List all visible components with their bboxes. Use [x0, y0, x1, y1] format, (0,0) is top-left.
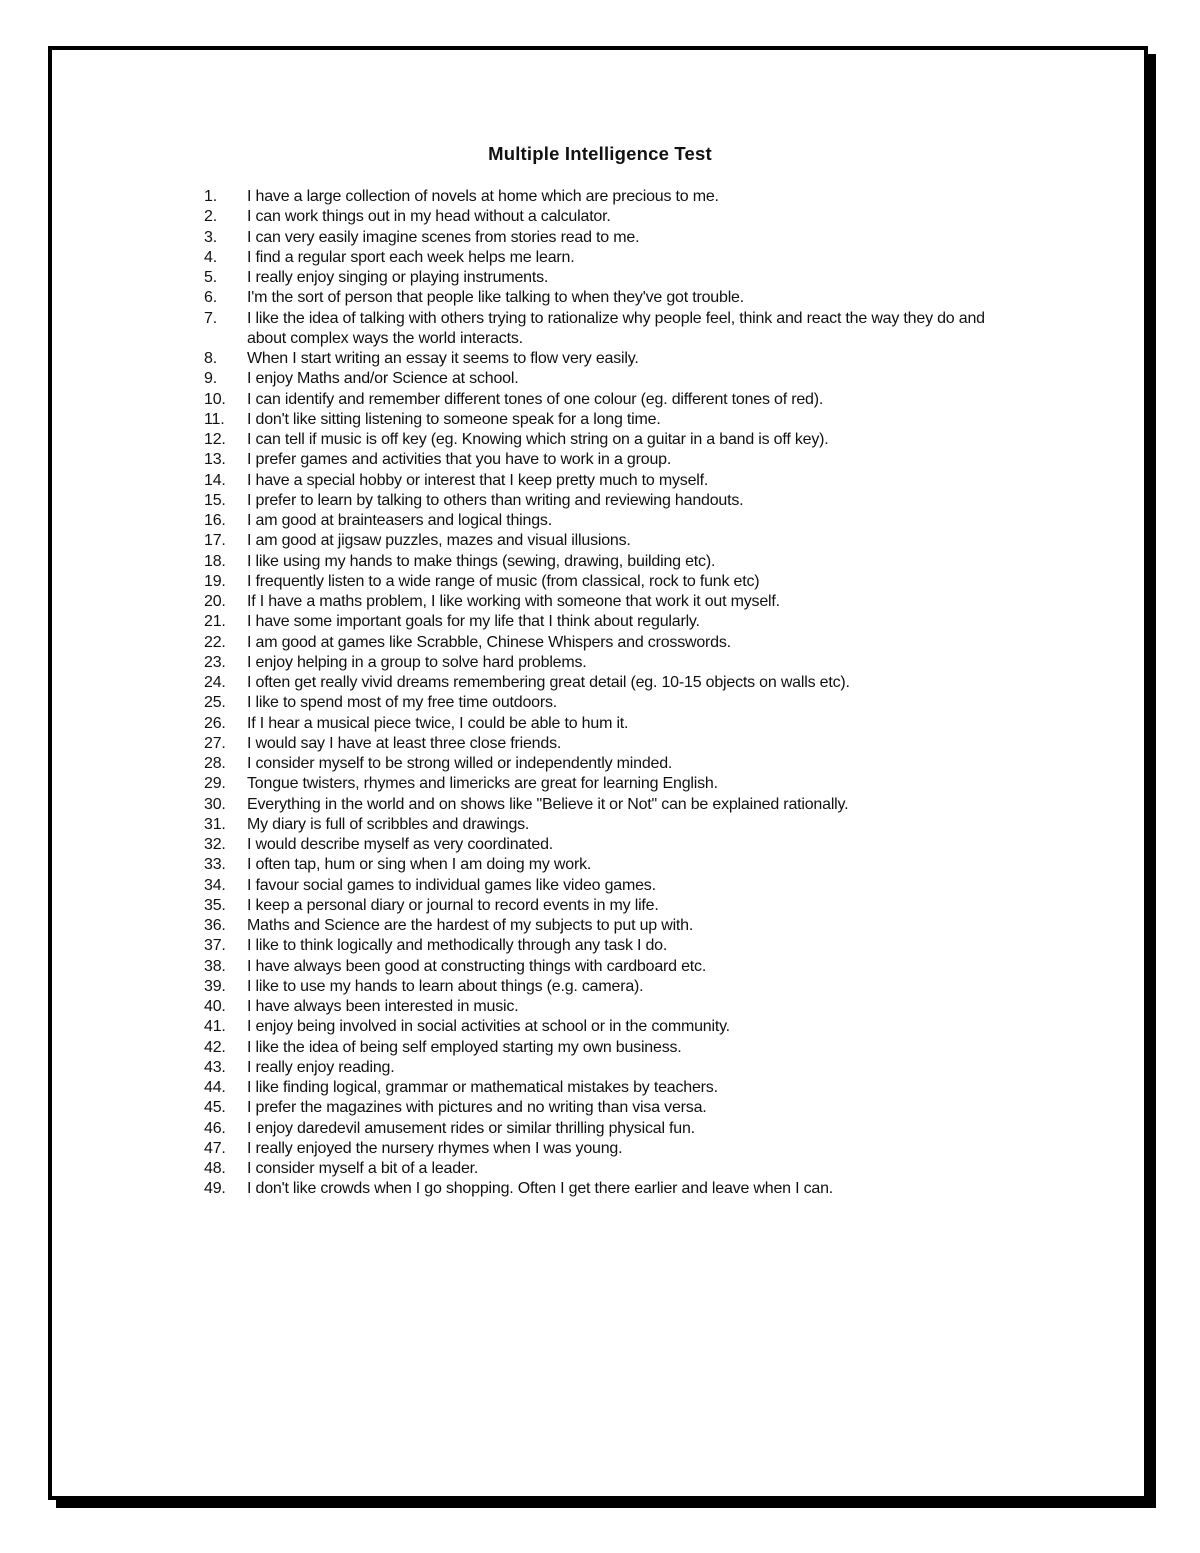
- question-number: 23.: [204, 653, 226, 671]
- question-number: 3.: [204, 228, 217, 246]
- question-text: I like finding logical, grammar or mathematical mistakes by teachers.: [247, 1079, 718, 1096]
- question-text: I like using my hands to make things (sewing, drawing, building etc).: [247, 552, 716, 570]
- question-item: [204, 734, 1004, 754]
- question-text: I would describe myself as very coordinated.: [247, 836, 554, 853]
- question-text: My diary is full of scribbles and drawings.: [247, 815, 530, 833]
- question-number: 39.: [204, 977, 226, 995]
- question-number: 45.: [204, 1099, 226, 1117]
- question-item: [204, 1058, 1004, 1078]
- question-text: I can tell if music is off key (eg. Knowing which string on a guitar in a band is off key).: [247, 431, 829, 448]
- question-text: I prefer games and activities that you have to work in a group.: [247, 451, 672, 469]
- question-text: If I have a maths problem, I like working with someone that work it out myself.: [247, 593, 780, 610]
- question-number: 24.: [204, 674, 226, 691]
- question-number: 19.: [204, 572, 226, 590]
- question-item: [204, 369, 1004, 389]
- question-item: [204, 1038, 1004, 1058]
- question-item: [204, 693, 1004, 713]
- question-item: [204, 916, 1004, 936]
- question-item: [204, 835, 1004, 855]
- question-number: 49.: [204, 1180, 226, 1198]
- question-text: Maths and Science are the hardest of my subjects to put up with.: [247, 917, 694, 934]
- question-number: 43.: [204, 1058, 226, 1076]
- question-number: 21.: [204, 613, 226, 631]
- question-number: 38.: [204, 957, 226, 975]
- question-text: I frequently listen to a wide range of music (from classical, rock to funk etc): [247, 572, 760, 590]
- question-item: [204, 1098, 1004, 1118]
- question-text: I keep a personal diary or journal to record events in my life.: [247, 896, 659, 914]
- question-number: 17.: [204, 532, 226, 550]
- question-item: [204, 1119, 1004, 1139]
- question-number: 40.: [204, 998, 226, 1015]
- question-text: I like to think logically and methodically through any task I do.: [247, 937, 668, 955]
- question-text: I like to spend most of my free time outdoors.: [247, 694, 558, 712]
- page-title: Multiple Intelligence Test: [488, 143, 712, 164]
- question-item: [204, 855, 1004, 875]
- question-number: 9.: [204, 370, 217, 388]
- question-text: I find a regular sport each week helps me learn.: [247, 248, 575, 266]
- question-item: [204, 936, 1004, 956]
- question-text: I really enjoyed the nursery rhymes when I was young.: [247, 1139, 623, 1157]
- question-number: 34.: [204, 876, 226, 894]
- question-item: [204, 1159, 1004, 1179]
- question-text: I really enjoy singing or playing instruments.: [247, 269, 549, 286]
- question-item: [204, 997, 1004, 1017]
- question-item: [204, 876, 1004, 896]
- question-number: 31.: [204, 815, 226, 833]
- question-number: 29.: [204, 775, 226, 793]
- question-number: 2.: [204, 208, 217, 226]
- question-item: [204, 815, 1004, 835]
- question-number: 18.: [204, 552, 226, 570]
- question-text: I don't like sitting listening to someone speak for a long time.: [247, 410, 661, 428]
- question-text: When I start writing an essay it seems to flow very easily.: [247, 350, 639, 367]
- question-item: [204, 268, 1004, 288]
- question-item: [204, 673, 1004, 693]
- question-text: I favour social games to individual games like video games.: [247, 876, 656, 894]
- question-text: If I hear a musical piece twice, I could be able to hum it.: [247, 714, 629, 732]
- question-item: [204, 511, 1004, 531]
- question-number: 16.: [204, 512, 226, 529]
- question-item: [204, 288, 1004, 308]
- question-number: 4.: [204, 248, 217, 266]
- question-text: I don't like crowds when I go shopping. Often I get there earlier and leave when I can.: [247, 1180, 834, 1198]
- question-item: [204, 1078, 1004, 1098]
- question-text: I can identify and remember different tones of one colour (eg. different tones of red).: [247, 390, 824, 408]
- question-text: I consider myself to be strong willed or independently minded.: [247, 755, 673, 772]
- question-text: I am good at brainteasers and logical things.: [247, 512, 552, 529]
- question-number: 30.: [204, 795, 226, 813]
- question-item: [204, 795, 1004, 815]
- question-number: 25.: [204, 694, 226, 712]
- question-text: I am good at games like Scrabble, Chinese Whispers and crosswords.: [247, 633, 731, 651]
- question-number: 32.: [204, 836, 226, 853]
- question-item: [204, 491, 1004, 511]
- question-item: [204, 410, 1004, 430]
- question-number: 47.: [204, 1139, 226, 1157]
- question-item: [204, 592, 1004, 612]
- question-item: [204, 633, 1004, 653]
- question-text: I have always been good at constructing things with cardboard etc.: [247, 957, 707, 975]
- question-number: 13.: [204, 451, 226, 469]
- question-number: 5.: [204, 269, 217, 286]
- question-text: I really enjoy reading.: [247, 1058, 395, 1076]
- question-text: I enjoy daredevil amusement rides or similar thrilling physical fun.: [247, 1119, 695, 1137]
- question-item: [204, 248, 1004, 268]
- question-text: I would say I have at least three close friends.: [247, 734, 562, 752]
- question-number: 46.: [204, 1119, 226, 1137]
- question-text: I have always been interested in music.: [247, 998, 519, 1015]
- question-text: Everything in the world and on shows like "Believe it or Not" can be explained rationally.: [247, 795, 849, 813]
- question-number: 7.: [204, 309, 217, 327]
- question-number: 42.: [204, 1038, 226, 1056]
- question-item: [204, 896, 1004, 916]
- question-item: [204, 187, 1004, 207]
- question-item: [204, 450, 1004, 470]
- question-text: I often get really vivid dreams remembering great detail (eg. 10-15 objects on walls etc).: [247, 674, 850, 691]
- question-item: [204, 207, 1004, 227]
- question-item: [204, 572, 1004, 592]
- question-list: [204, 187, 1004, 1200]
- question-text: I have a special hobby or interest that I keep pretty much to myself.: [247, 471, 709, 489]
- question-item: [204, 1179, 1004, 1199]
- question-number: 1.: [204, 188, 217, 205]
- question-number: 44.: [204, 1079, 226, 1096]
- question-text: I prefer to learn by talking to others than writing and reviewing handouts.: [247, 491, 744, 509]
- question-number: 20.: [204, 593, 226, 610]
- question-text: I am good at jigsaw puzzles, mazes and visual illusions.: [247, 532, 631, 550]
- question-item: [204, 471, 1004, 491]
- question-item: [204, 977, 1004, 997]
- question-number: 11.: [204, 410, 225, 428]
- question-text: I consider myself a bit of a leader.: [247, 1160, 479, 1177]
- question-item: [204, 774, 1004, 794]
- question-text: I enjoy helping in a group to solve hard problems.: [247, 653, 587, 671]
- question-text: I enjoy Maths and/or Science at school.: [247, 370, 519, 388]
- question-number: 41.: [204, 1018, 226, 1036]
- question-text: I often tap, hum or sing when I am doing my work.: [247, 856, 592, 874]
- question-item: [204, 309, 1004, 350]
- question-number: 27.: [204, 734, 226, 752]
- question-number: 6.: [204, 289, 217, 307]
- question-number: 33.: [204, 856, 226, 874]
- question-number: 14.: [204, 471, 226, 489]
- question-text: Tongue twisters, rhymes and limericks are great for learning English.: [247, 775, 718, 793]
- question-item: [204, 1139, 1004, 1159]
- question-number: 36.: [204, 917, 226, 934]
- question-text: I like the idea of being self employed starting my own business.: [247, 1038, 682, 1056]
- question-item: [204, 390, 1004, 410]
- question-item: [204, 957, 1004, 977]
- question-number: 22.: [204, 633, 226, 651]
- question-text: I'm the sort of person that people like talking to when they've got trouble.: [247, 289, 744, 307]
- question-item: [204, 612, 1004, 632]
- question-number: 8.: [204, 350, 217, 367]
- question-number: 28.: [204, 755, 226, 772]
- question-text: I have some important goals for my life that I think about regularly.: [247, 613, 700, 631]
- question-text: I can work things out in my head without a calculator.: [247, 208, 611, 226]
- question-number: 37.: [204, 937, 226, 955]
- question-number: 48.: [204, 1160, 226, 1177]
- question-number: 15.: [204, 491, 226, 509]
- question-item: [204, 531, 1004, 551]
- question-text: I enjoy being involved in social activities at school or in the community.: [247, 1018, 730, 1036]
- question-item: [204, 653, 1004, 673]
- question-item: [204, 754, 1004, 774]
- question-item: [204, 228, 1004, 248]
- question-item: [204, 349, 1004, 369]
- question-number: 26.: [204, 714, 226, 732]
- question-number: 35.: [204, 896, 226, 914]
- question-number: 10.: [204, 390, 226, 408]
- question-text: I prefer the magazines with pictures and no writing than visa versa.: [247, 1099, 707, 1117]
- question-item: [204, 430, 1004, 450]
- question-item: [204, 552, 1004, 572]
- question-number: 12.: [204, 431, 226, 448]
- question-item: [204, 714, 1004, 734]
- question-text: I like to use my hands to learn about things (e.g. camera).: [247, 977, 644, 995]
- question-text: I can very easily imagine scenes from stories read to me.: [247, 228, 640, 246]
- question-item: [204, 1017, 1004, 1037]
- question-text: I like the idea of talking with others trying to rationalize why people feel, think and react the way they do and about complex ways the world interacts.: [247, 309, 985, 347]
- question-text: I have a large collection of novels at home which are precious to me.: [247, 188, 719, 205]
